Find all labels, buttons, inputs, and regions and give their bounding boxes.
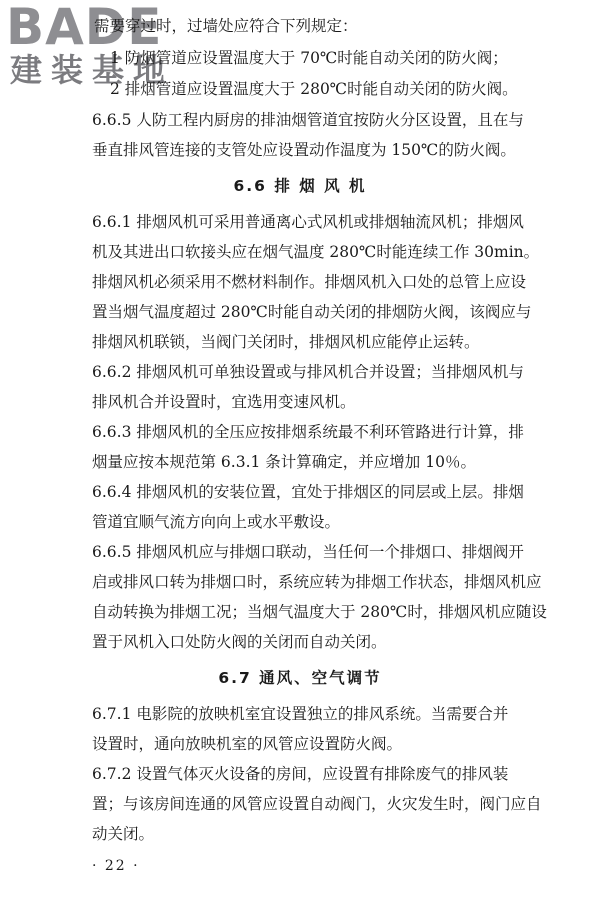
text-line: 需要穿过时，过墙处应符合下列规定： xyxy=(94,17,358,35)
clause-line: 6.6.4 排烟风机的安装位置，宜处于排烟区的同层或上层。排烟 xyxy=(92,483,524,501)
section-heading: 6.7 通风、空气调节 xyxy=(218,669,382,687)
clause-line: 6.6.3 排烟风机的全压应按排烟系统最不利环管路进行计算，排 xyxy=(92,423,524,441)
text-line: 置当烟气温度超过 280℃时能自动关闭的排烟防火阀，该阀应与 xyxy=(92,303,532,321)
clause-line: 6.6.1 排烟风机可采用普通离心式风机或排烟轴流风机；排烟风 xyxy=(92,213,524,231)
page-number: · 22 · xyxy=(92,858,140,874)
text-line: 动关闭。 xyxy=(92,825,155,843)
text-line: 设置时，通向放映机室的风管应设置防火阀。 xyxy=(92,735,403,753)
text-line: 排烟风机联锁，当阀门关闭时，排烟风机应能停止运转。 xyxy=(92,333,480,351)
text-line: 排烟风机必须采用不燃材料制作。排烟风机入口处的总管上应设 xyxy=(92,273,527,291)
list-item: 2 排烟管道应设置温度大于 280℃时能自动关闭的防火阀。 xyxy=(110,80,518,98)
list-item: 1 防烟管道应设置温度大于 70℃时能自动关闭的防火阀； xyxy=(110,49,508,67)
text-line: 自动转换为排烟工况；当烟气温度大于 280℃时，排烟风机应随设 xyxy=(92,603,547,621)
watermark-latin: BADE xyxy=(6,0,163,56)
text-line: 置于风机入口处防火阀的关闭而自动关闭。 xyxy=(92,633,387,651)
section-heading: 6.6 排 烟 风 机 xyxy=(233,177,367,195)
text-line: 管道宜顺气流方向向上或水平敷设。 xyxy=(92,513,341,531)
clause-line: 6.7.2 设置气体灭火设备的房间，应设置有排除废气的排风装 xyxy=(92,765,509,783)
clause-line: 6.7.1 电影院的放映机室宜设置独立的排风系统。当需要合并 xyxy=(92,705,509,723)
text-line: 排风机合并设置时，宜选用变速风机。 xyxy=(92,393,356,411)
clause-line: 6.6.2 排烟风机可单独设置或与排风机合并设置；当排烟风机与 xyxy=(92,363,524,381)
text-line: 烟量应按本规范第 6.3.1 条计算确定，并应增加 10％。 xyxy=(92,453,476,471)
clause-line: 6.6.5 人防工程内厨房的排油烟管道宜按防火分区设置，且在与 xyxy=(92,111,524,129)
clause-line: 6.6.5 排烟风机应与排烟口联动，当任何一个排烟口、排烟阀开 xyxy=(92,543,524,561)
text-line: 启或排风口转为排烟口时，系统应转为排烟工作状态，排烟风机应 xyxy=(92,573,542,591)
text-line: 垂直排风管连接的支管处应设置动作温度为 150℃的防火阀。 xyxy=(92,141,516,159)
watermark-cjk: 建装基地 xyxy=(10,51,175,89)
text-line: 机及其进出口软接头应在烟气温度 280℃时能连续工作 30min。 xyxy=(92,243,540,261)
text-line: 置；与该房间连通的风管应设置自动阀门，火灾发生时，阀门应自 xyxy=(92,795,542,813)
